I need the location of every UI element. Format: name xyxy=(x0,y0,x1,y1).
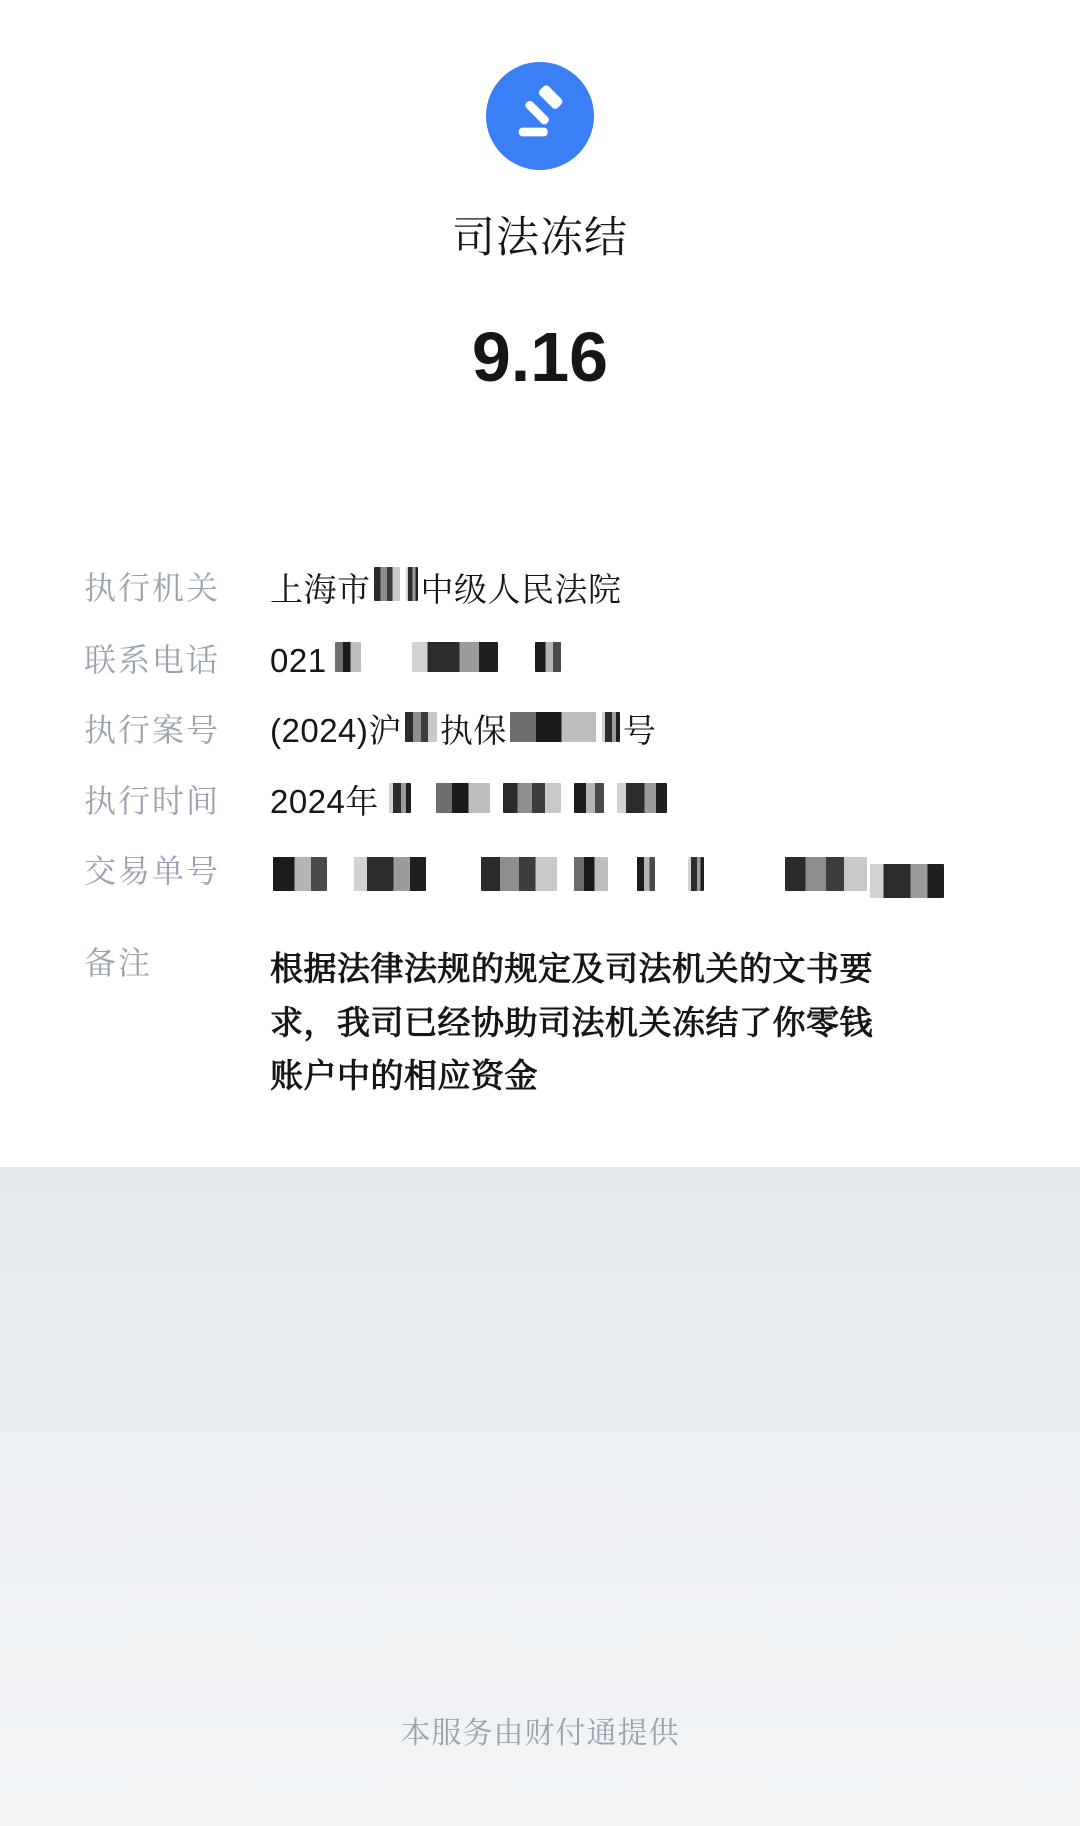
gavel-icon xyxy=(486,62,594,170)
row-value-remark: 根据法律法规的规定及司法机关的文书要求，我司已经协助司法机关冻结了你零钱账户中的相应资金 xyxy=(270,950,873,1095)
row-label-phone: 联系电话 xyxy=(84,641,221,678)
redaction-block xyxy=(785,857,867,891)
redaction-block xyxy=(637,857,655,891)
table-row xyxy=(84,780,996,825)
row-label-txn-no: 交易单号 xyxy=(84,853,221,890)
row-value-txn-no xyxy=(270,850,996,898)
row-label-authority: 执行机关 xyxy=(84,570,221,606)
redaction-block xyxy=(510,712,596,742)
row-value-authority xyxy=(270,567,996,613)
exec-time-prefix: 2024年 xyxy=(270,782,379,820)
redaction-block xyxy=(389,783,411,813)
redaction-block xyxy=(535,642,561,672)
redaction-block xyxy=(617,783,667,813)
redaction-block xyxy=(412,642,498,672)
detail-rows xyxy=(0,567,1080,1103)
case-suffix: 号 xyxy=(622,712,657,750)
redaction-block xyxy=(574,783,604,813)
phone-prefix: 021 xyxy=(270,641,327,679)
redaction-block xyxy=(870,864,944,898)
service-provider-note: 本服务由财付通提供 xyxy=(400,1717,680,1750)
redaction-block xyxy=(354,857,426,891)
redaction-block xyxy=(574,857,608,891)
header-icon-wrap xyxy=(0,62,1080,170)
authority-suffix: 中级人民法院 xyxy=(420,571,622,608)
row-label-case-no: 执行案号 xyxy=(84,712,221,749)
authority-prefix: 上海市 xyxy=(270,571,371,608)
table-row xyxy=(84,850,996,898)
row-label-remark: 备注 xyxy=(84,945,153,982)
row-value-exec-time xyxy=(270,780,996,825)
redaction-block xyxy=(405,712,437,742)
row-label-exec-time: 执行时间 xyxy=(84,782,221,819)
amount-value: 9.16 xyxy=(471,318,609,396)
row-value-phone xyxy=(270,639,996,684)
redaction-block xyxy=(688,857,704,891)
redaction-block xyxy=(406,567,418,601)
lower-gradient-area xyxy=(0,1167,1080,1826)
redaction-block xyxy=(503,783,561,813)
table-row xyxy=(84,567,996,613)
redaction-block xyxy=(602,712,620,742)
case-prefix: (2024)沪 xyxy=(270,712,402,750)
redaction-block xyxy=(374,567,400,601)
table-row-remark xyxy=(84,942,996,1102)
row-value-case-no xyxy=(270,709,996,754)
redaction-block xyxy=(481,857,557,891)
page-title: 司法冻结 xyxy=(452,214,628,262)
redaction-block xyxy=(273,857,327,891)
redaction-block xyxy=(436,783,490,813)
table-row xyxy=(84,639,996,684)
redaction-block xyxy=(335,642,361,672)
case-mid: 执保 xyxy=(439,712,507,750)
table-row xyxy=(84,709,996,754)
